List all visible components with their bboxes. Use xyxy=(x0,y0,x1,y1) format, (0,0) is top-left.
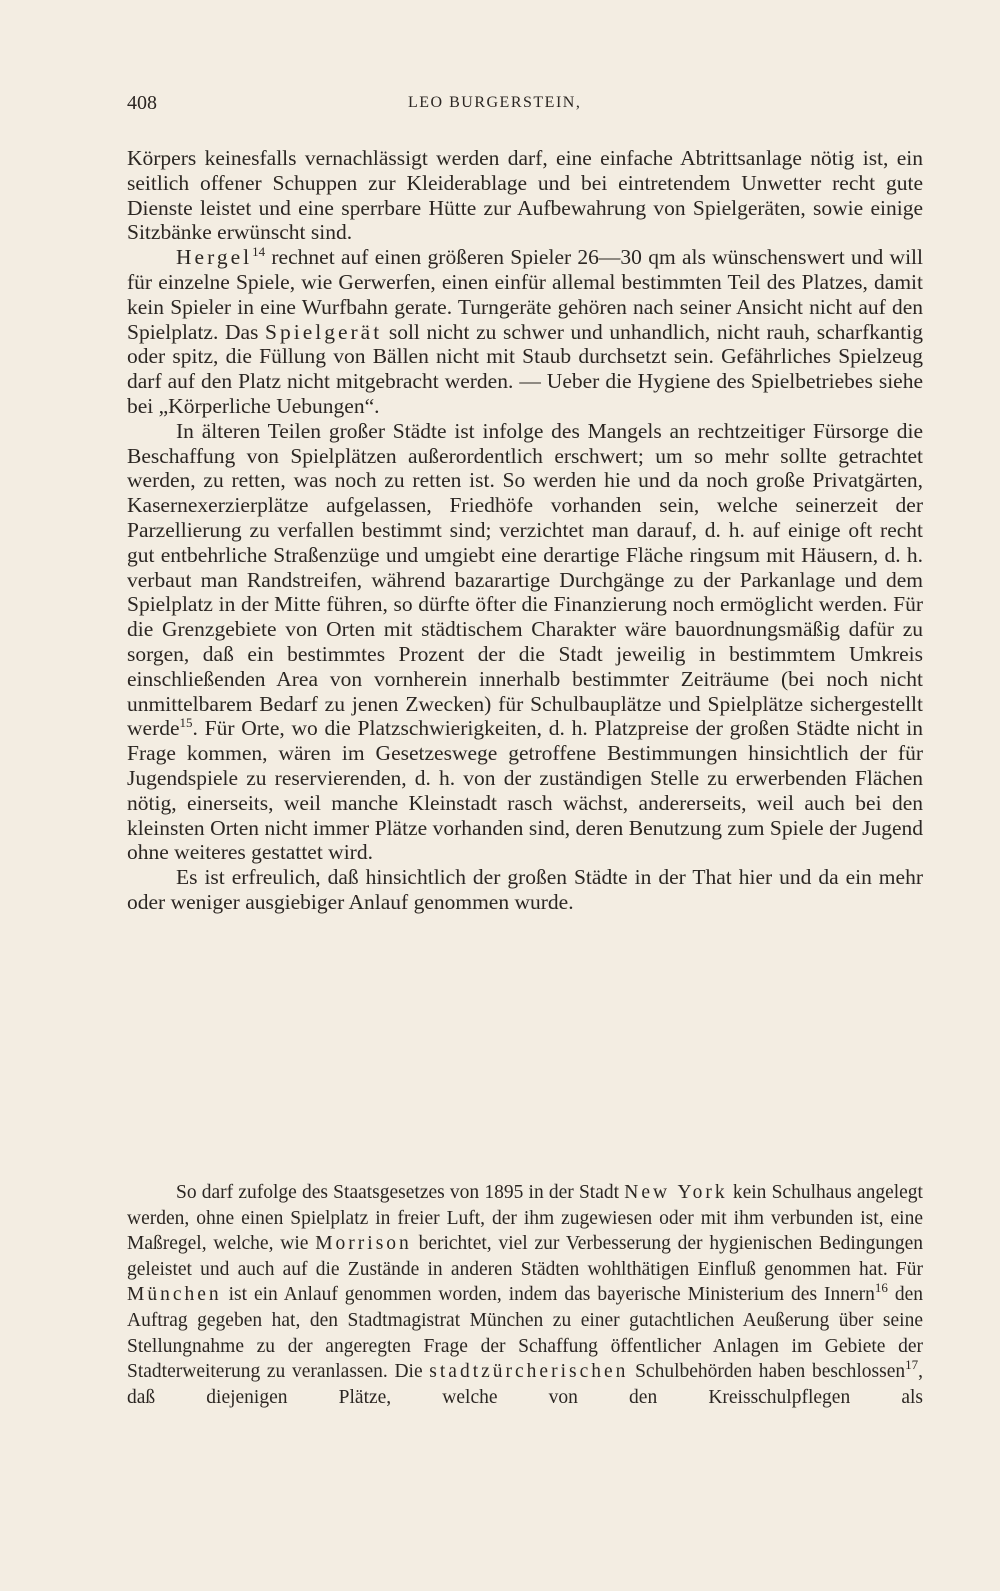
place-new-york: New York xyxy=(624,1182,728,1203)
paragraph-4: Es ist erfreulich, daß hinsichtlich der großen Städte in der That hier und da ein mehr oder weniger ausgiebiger Anlauf genommen wurde. xyxy=(127,865,923,914)
page-header xyxy=(127,92,923,122)
paragraph-1: Körpers keinesfalls vernachlässigt werden darf, eine einfache Abtrittsanlage nötig ist, ein seitlich offener Schuppen zur Kleiderablage und bei eintretendem Unwetter recht gute Dienste leistet und eine sperrbare Hütte zur Aufbewahrung von Spielgeräten, sowie einige Sitzbänke erwünscht sind. xyxy=(127,146,923,245)
main-text xyxy=(127,146,923,915)
page-number: 408 xyxy=(127,92,157,114)
place-muenchen: München xyxy=(127,1284,222,1306)
author-name-hergel: Hergel xyxy=(176,245,253,270)
author-name-morrison: Morrison xyxy=(315,1233,412,1255)
paragraph-2: Hergel$^{14}$ rechnet auf einen größeren Spieler 26—30 qm als wünschenswert und will für einzelne Spiele, wie Gerwerfen, einen einfür allemal bestimmten Teil des Platzes, damit kein Spieler in eine Wurfbahn gerate. Turngeräte gehören nach seiner Ansicht nicht auf den Spielplatz. Das Spielgerät soll nicht zu schwer und unhandlich, nicht rauh, scharfkantig oder spitz, die Füllung von Bällen nicht mit Staub durchsetzt sein. Gefährliches Spielzeug darf auf den Platz nicht mitgebracht werden. — Ueber die Hygiene des Spielbetriebes siehe bei „Körperliche Uebungen“. xyxy=(127,244,923,418)
small-paragraph: So darf zufolge des Staatsgesetzes von 1895 in der Stadt New York kein Schulhaus angelegt werden, ohne einen Spielplatz in freier Luft, der ihm zugewiesen oder mit ihm verbunden ist, eine Maßregel, welche, wie Morrison berichtet, viel zur Verbesserung der hygienischen Bedingungen geleistet und auch auf die Zustände in anderen Städten wohlthätigen Einfluß genommen hat. Für München ist ein Anlauf genommen worden, indem das bayerische Ministerium des Innern$^{16}$ den Auftrag gegeben hat, den Stadtmagistrat München zu einer gutachtlichen Aeußerung über seine Stellungnahme zu der angeregten Frage der Schaffung öffentlicher Anlagen im Gebiete der Stadterweiterung zu veranlassen. Die stadtzürcherischen Schulbehörden haben beschlossen$^{17}$, daß diejenigen Plätze, welche von den Kreisschulpflegen als xyxy=(127,1182,924,1408)
term-spielgeraet: Spielgerät xyxy=(265,319,383,344)
footnote-ref-17: 17 xyxy=(905,1357,919,1373)
paragraph-3: In älteren Teilen großer Städte ist infolge des Mangels an rechtzeitiger Fürsorge die Beschaffung von Spielplätzen außerordentlich erschwert; um so mehr sollte getrachtet werden, zu retten, was noch zu retten ist. So werden hie und da noch große Privatgärten, Kasernexerzierplätze aufgelassen, Friedhöfe vorhanden sein, welche seinerzeit der Parzellierung zu verfallen bestimmt sind; verzichtet man darauf, d. h. auf einige oft recht gut entbehrliche Straßenzüge und umgiebt eine derartige Fläche ringsum mit Häusern, d. h. verbaut man Randstreifen, während bazarartige Durchgänge zu der Parkanlage und dem Spielplatz in der Mitte führen, so dürfte öfter die Finanzierung noch ermöglicht werden. Für die Grenzgebiete von Orten mit städtischem Charakter wäre bauordnungsmäßig dafür zu sorgen, daß ein bestimmtes Prozent der die Stadt jeweilig in bestimmtem Umkreis einschließenden Area von vornherein innerhalb bestimmter Zeiträume (bei noch nicht unmittelbarem Bedarf zu jenen Zwecken) für Schulbauplätze und Spielplätze sichergestellt werde$^{15}$. Für Orte, wo die Platzschwierigkeiten, d. h. Platzpreise der großen Städte nicht in Frage kommen, wären im Gesetzeswege getroffene Bestimmungen hinsichtlich der für Jugendspiele zu reservierenden, d. h. von der zuständigen Stelle zu erwerbenden Flächen nötig, einerseits, weil manche Kleinstadt rasch wächst, andererseits, weil auch bei den kleinsten Orten nicht immer Plätze vorhanden sind, deren Benutzung zum Spiele der Jugend ohne weiteres gestattet wird. xyxy=(127,418,923,865)
footnote-ref-14: 14 xyxy=(252,244,266,260)
small-print-section xyxy=(127,1180,923,1410)
footnote-ref-15: 15 xyxy=(179,715,193,731)
running-title: LEO BURGERSTEIN, xyxy=(408,94,582,111)
term-stadtzuercherischen: stadtzürcherischen xyxy=(429,1361,629,1383)
footnote-ref-16: 16 xyxy=(874,1280,888,1296)
